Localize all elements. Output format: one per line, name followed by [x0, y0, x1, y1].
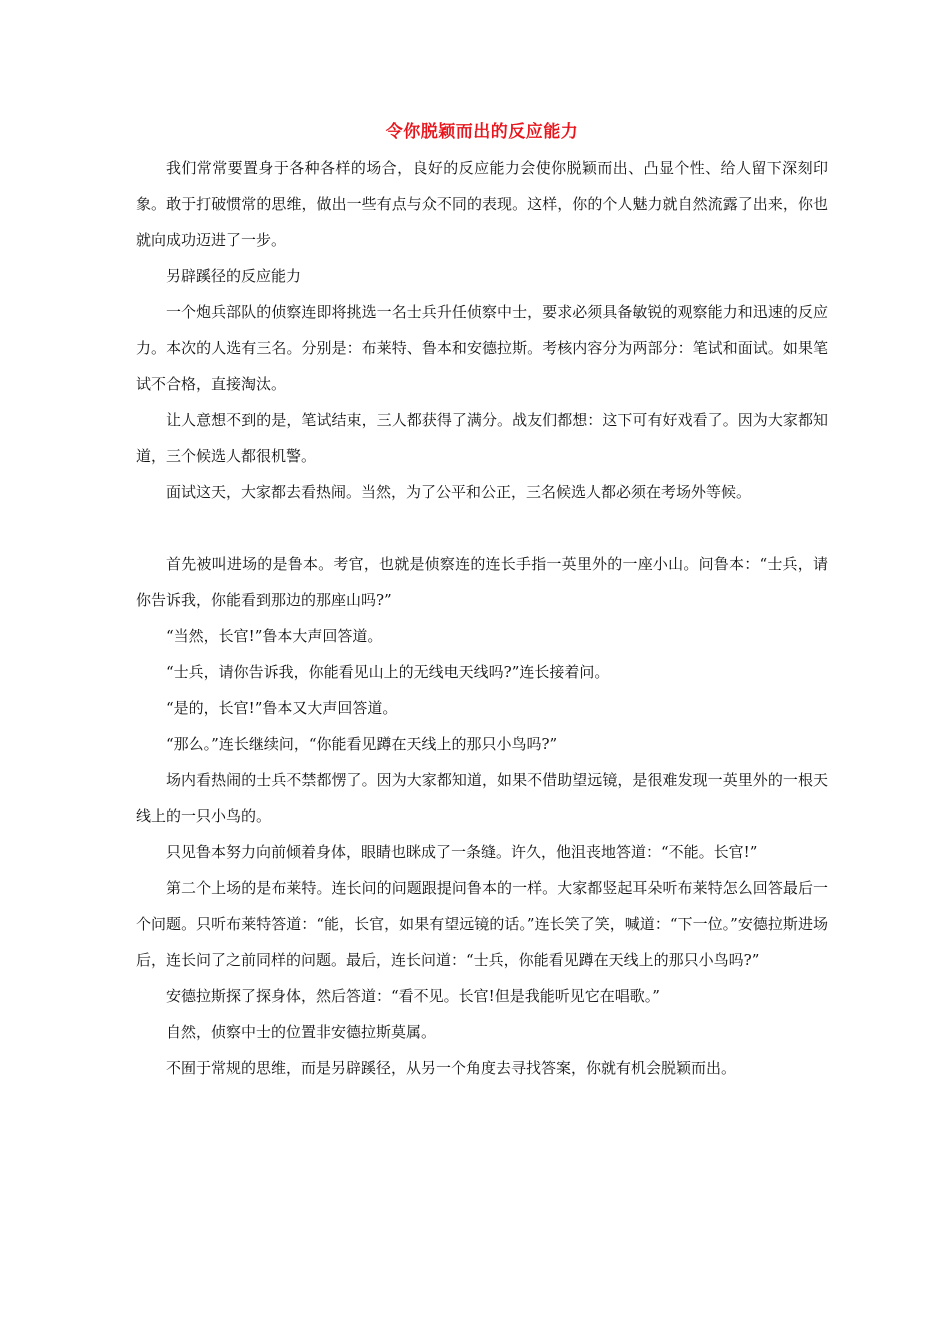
paragraph: 让人意想不到的是，笔试结束，三人都获得了满分。战友们都想：这下可有好戏看了。因为大家都知道，三个候选人都很机警。	[136, 411, 828, 465]
paragraph: 第二个上场的是布莱特。连长问的问题跟提问鲁本的一样。大家都竖起耳朵听布莱特怎么回答最后一个问题。只听布莱特答道：“能，长官，如果有望远镜的话。”连长笑了笑，喊道：“下一位。”安德拉斯进场后，连长问了之前同样的问题。最后，连长问道：“士兵，你能看见蹲在天线上的那只小鸟吗?”	[136, 879, 828, 969]
paragraph: 安德拉斯探了探身体，然后答道：“看不见。长官!但是我能听见它在唱歌。”	[166, 987, 660, 1005]
paragraph-conclusion: 不囿于常规的思维，而是另辟蹊径，从另一个角度去寻找答案，你就有机会脱颖而出。	[166, 1059, 737, 1077]
document-page	[136, 118, 828, 1086]
paragraph: 面试这天，大家都去看热闹。当然，为了公平和公正，三名候选人都必须在考场外等候。	[166, 483, 752, 501]
paragraph: 一个炮兵部队的侦察连即将挑选一名士兵升任侦察中士，要求必须具备敏锐的观察能力和迅速的反应力。本次的人选有三名。分别是：布莱特、鲁本和安德拉斯。考核内容分为两部分：笔试和面试。如果笔试不合格，直接淘汰。	[136, 303, 828, 393]
paragraph-intro: 我们常常要置身于各种各样的场合，良好的反应能力会使你脱颖而出、凸显个性、给人留下深刻印象。敢于打破惯常的思维，做出一些有点与众不同的表现。这样，你的个人魅力就自然流露了出来，你也就向成功迈进了一步。	[136, 159, 828, 249]
paragraph: 首先被叫进场的是鲁本。考官，也就是侦察连的连长手指一英里外的一座小山。问鲁本：“士兵，请你告诉我，你能看到那边的那座山吗?”	[136, 555, 828, 609]
dialogue-line: “是的，长官!”鲁本又大声回答道。	[166, 699, 398, 717]
paragraph: 只见鲁本努力向前倾着身体，眼睛也眯成了一条缝。许久，他沮丧地答道：“不能。长官!”	[166, 843, 758, 861]
dialogue-line: “士兵，请你告诉我，你能看见山上的无线电天线吗?”连长接着问。	[166, 663, 610, 681]
dialogue-line: “那么。”连长继续问，“你能看见蹲在天线上的那只小鸟吗?”	[166, 735, 558, 753]
paragraph: 自然，侦察中士的位置非安德拉斯莫属。	[166, 1023, 437, 1041]
paragraph: 场内看热闹的士兵不禁都愣了。因为大家都知道，如果不借助望远镜，是很难发现一英里外的一根天线上的一只小鸟的。	[136, 771, 828, 825]
document-title: 令你脱颖而出的反应能力	[385, 122, 579, 142]
section-heading: 另辟蹊径的反应能力	[166, 267, 302, 285]
dialogue-line: “当然，长官!”鲁本大声回答道。	[166, 627, 383, 645]
